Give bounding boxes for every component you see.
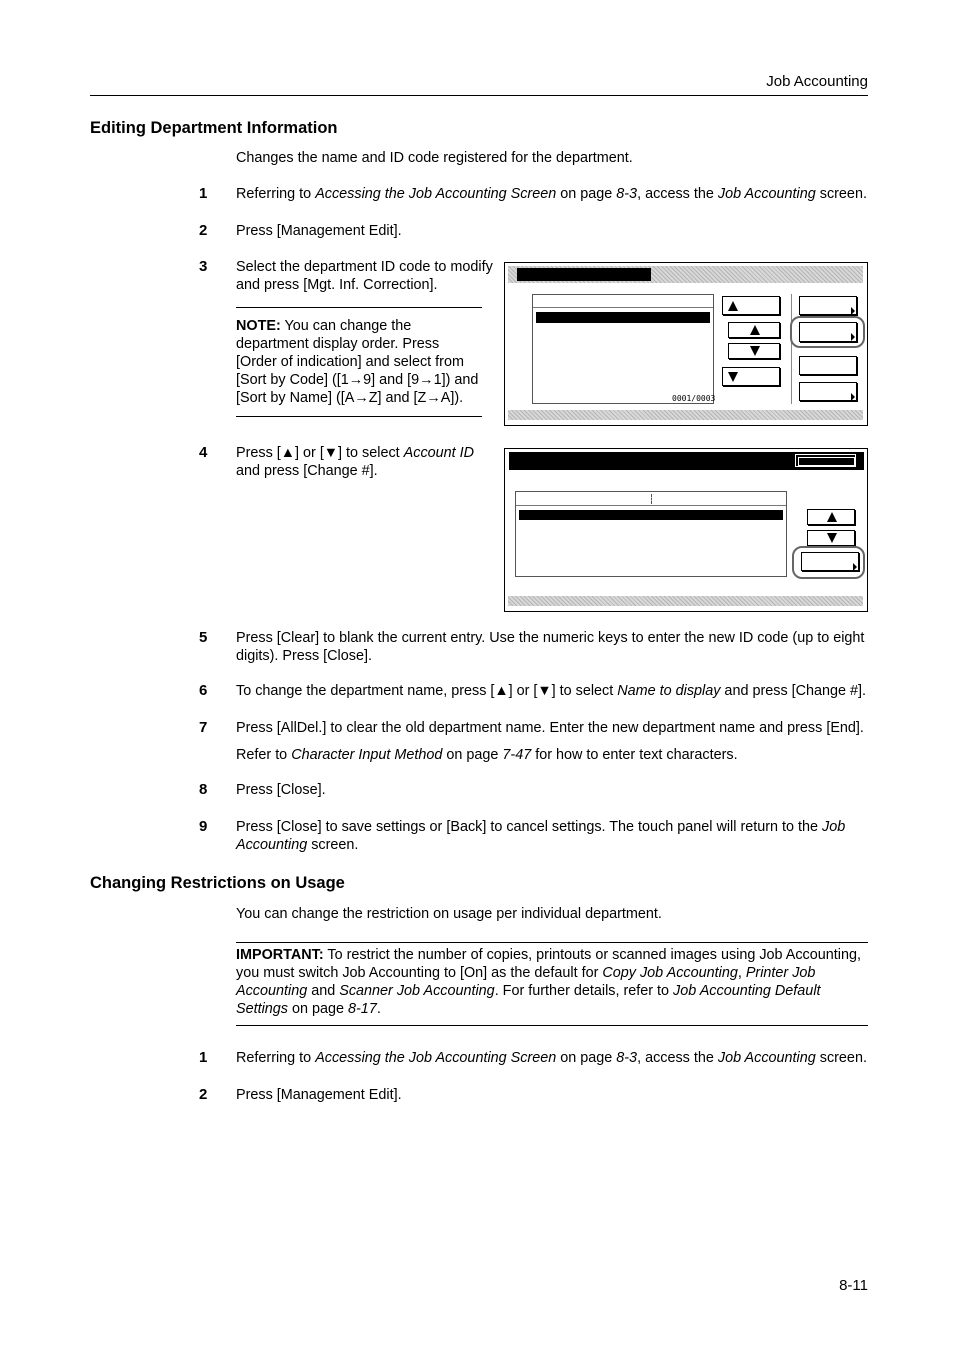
status-bar bbox=[508, 596, 863, 606]
section-intro: Changes the name and ID code registered for the department. bbox=[236, 150, 633, 166]
step-number: 1 bbox=[199, 185, 208, 202]
divider bbox=[791, 294, 792, 404]
step-number: 7 bbox=[199, 719, 208, 736]
page-counter: 0001/0003 bbox=[672, 394, 716, 403]
step-number: 2 bbox=[199, 1086, 208, 1103]
step-text: Press [Management Edit]. bbox=[236, 223, 402, 239]
step-text: Press [Clear] to blank the current entry. Use the numeric keys to enter the new ID code (up to eight digits). Press [Close]. bbox=[236, 630, 865, 664]
section-intro: You can change the restriction on usage per individual department. bbox=[236, 906, 662, 922]
step-number: 9 bbox=[199, 818, 208, 835]
running-header: Job Accounting bbox=[766, 73, 868, 90]
title-bar-button bbox=[795, 454, 856, 467]
page-number: 8-11 bbox=[839, 1277, 868, 1294]
highlight-ring bbox=[792, 546, 865, 579]
step-text: Select the department ID code to modify and press [Mgt. Inf. Correction]. bbox=[236, 259, 493, 293]
header-rule bbox=[90, 95, 868, 96]
step-text: Press [▲] or [▼] to select Account ID and press [Change #]. bbox=[236, 445, 475, 479]
selected-list-row bbox=[536, 312, 710, 323]
triangle-up-icon bbox=[750, 325, 760, 335]
step-text: Referring to Accessing the Job Accounting Screen on page 8-3, access the Job Accounting screen. bbox=[236, 186, 867, 202]
triangle-up-icon bbox=[728, 301, 738, 311]
step-number: 6 bbox=[199, 682, 208, 699]
scroll-down-button bbox=[807, 530, 855, 546]
scroll-up-button bbox=[728, 322, 780, 338]
department-list bbox=[532, 294, 714, 404]
detail-list bbox=[515, 491, 787, 577]
step-text: Press [AllDel.] to clear the old department name. Enter the new department name and press [End]. bbox=[236, 720, 864, 736]
page-down-button bbox=[722, 367, 780, 386]
triangle-down-icon bbox=[750, 346, 760, 356]
step-number: 8 bbox=[199, 781, 208, 798]
page-up-button bbox=[722, 296, 780, 315]
step-number: 4 bbox=[199, 444, 208, 461]
step-text: To change the department name, press [▲] or [▼] to select Name to display and press [Change #]. bbox=[236, 683, 867, 699]
section-title-restrictions: Changing Restrictions on Usage bbox=[90, 874, 345, 892]
step-text: Press [Management Edit]. bbox=[236, 1087, 402, 1103]
title-bar-label bbox=[517, 268, 651, 281]
screenshot-department-list bbox=[504, 262, 868, 426]
scroll-down-button bbox=[728, 343, 780, 359]
screenshot-department-detail bbox=[504, 448, 868, 612]
side-button-4 bbox=[799, 382, 857, 401]
status-bar bbox=[508, 410, 863, 420]
note-box: NOTE: You can change the department display order. Press [Order of indication] and select from [Sort by Code] ([1→9] and [9→1]) and [Sort by Name] ([A→Z] and [Z→A]). bbox=[236, 307, 482, 417]
important-box: IMPORTANT: To restrict the number of copies, printouts or scanned images using Job Accounting, you must switch Job Accounting to [On] as the default for Copy Job Accounting, Printer Job Accounting and Scanner Job Accounting. For further details, refer to Job Accounting Default Settings on page 8-17. bbox=[236, 942, 868, 1026]
step-text: Press [Close]. bbox=[236, 782, 326, 798]
triangle-down-icon bbox=[827, 533, 837, 543]
step-number: 5 bbox=[199, 629, 208, 646]
scroll-up-button bbox=[807, 509, 855, 525]
section-title-editing: Editing Department Information bbox=[90, 119, 338, 137]
selected-list-row bbox=[519, 510, 783, 520]
side-button-3 bbox=[799, 356, 857, 375]
highlight-ring bbox=[790, 316, 865, 348]
step-number: 1 bbox=[199, 1049, 208, 1066]
step-number: 2 bbox=[199, 222, 208, 239]
step-text: Referring to Accessing the Job Accounting Screen on page 8-3, access the Job Accounting screen. bbox=[236, 1050, 867, 1066]
step-number: 3 bbox=[199, 258, 208, 275]
step-subtext: Refer to Character Input Method on page 7-47 for how to enter text characters. bbox=[236, 747, 738, 763]
triangle-down-icon bbox=[728, 372, 738, 382]
triangle-up-icon bbox=[827, 512, 837, 522]
side-button-1 bbox=[799, 296, 857, 315]
step-text: Press [Close] to save settings or [Back] to cancel settings. The touch panel will return to the Job Accounting screen. bbox=[236, 819, 846, 853]
